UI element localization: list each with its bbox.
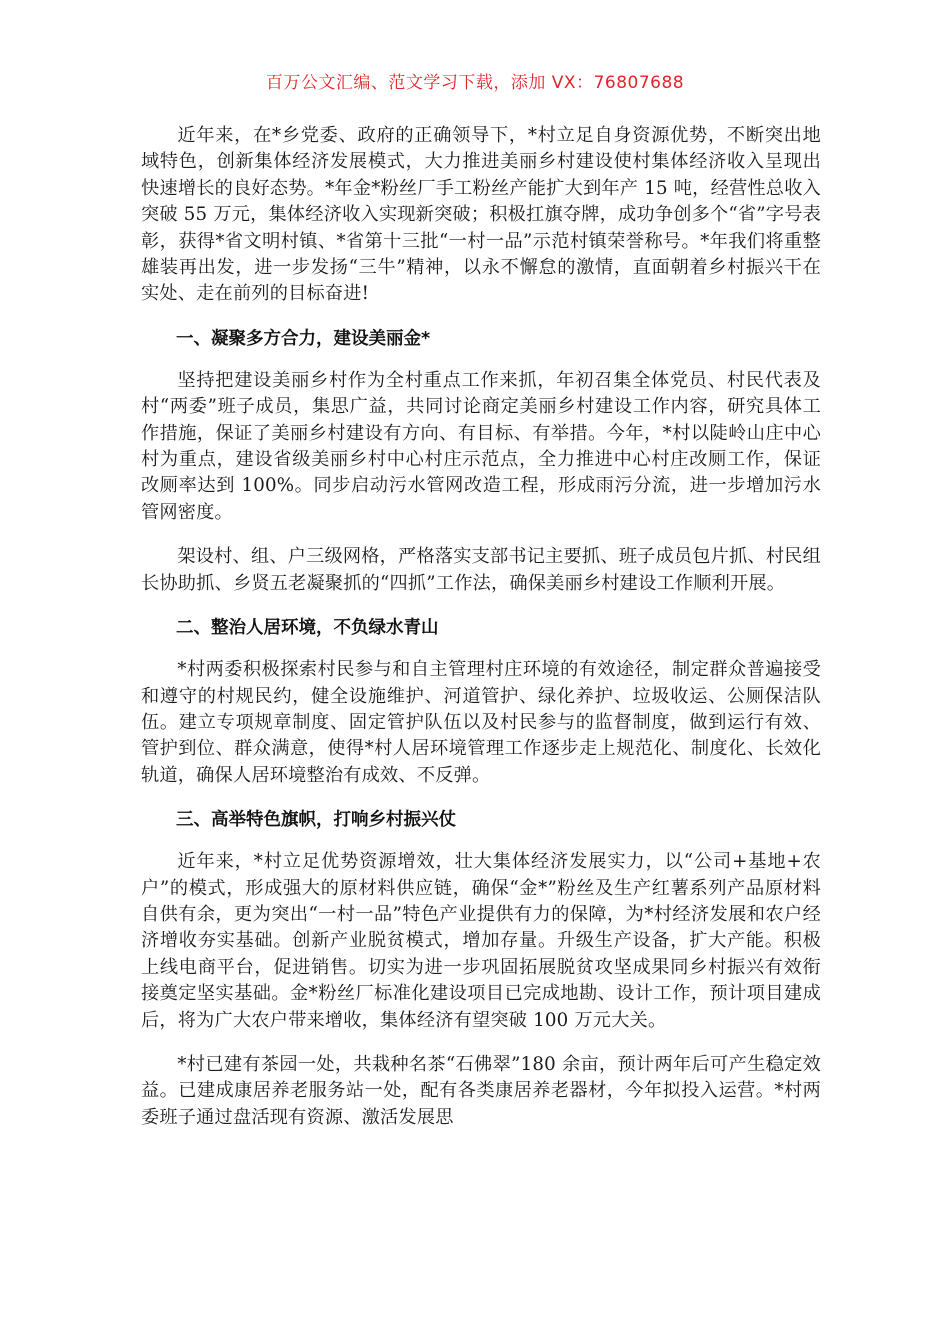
section-1-paragraph-2: 架设村、组、户三级网格，严格落实支部书记主要抓、班子成员包片抓、村民组长协助抓、乡贤五老凝聚抓的“四抓”工作法，确保美丽乡村建设工作顺利开展。	[141, 546, 821, 594]
header-banner: 百万公文汇编、范文学习下载，添加 VX：76807688	[265, 73, 685, 93]
intro-paragraph: 近年来，在*乡党委、政府的正确领导下，*村立足自身资源优势，不断突出地域特色，创新集体经济发展模式，大力推进美丽乡村建设使村集体经济收入呈现出快速增长的良好态势。*年金*粉丝厂手工粉丝产能扩大到年产 15 吨，经营性总收入突破 55 万元，集体经济收入实现新突破；积极扛旗夺牌，成功争创多个“省”字号表彰，获得*省文明村镇、*省第十三批“一村一品”示范村镇荣誉称号。*年我们将重整雄装再出发，进一步发扬“三牛”精神，以永不懈怠的激情，直面朝着乡村振兴干在实处、走在前列的目标奋进!	[141, 125, 821, 305]
section-3-paragraph-1: 近年来，*村立足优势资源增效，壮大集体经济发展实力，以“公司+基地+农户”的模式，形成强大的原材料供应链，确保“金*”粉丝及生产红薯系列产品原材料自供有余，更为突出“一村一品”特色产业提供有力的保障，为*村经济发展和农户经济增收夯实基础。创新产业脱贫模式，增加存量。升级生产设备，扩大产能。积极上线电商平台，促进销售。切实为进一步巩固拓展脱贫攻坚成果同乡村振兴有效衔接奠定坚实基础。金*粉丝厂标准化建设项目已完成地勘、设计工作，预计项目建成后，将为广大农户带来增收，集体经济有望突破 100 万元大关。	[141, 851, 821, 1031]
section-2-paragraph-1: *村两委积极探索村民参与和自主管理村庄环境的有效途径，制定群众普遍接受和遵守的村规民约，健全设施维护、河道管护、绿化养护、垃圾收运、公厕保洁队伍。建立专项规章制度、固定管护队伍以及村民参与的监督制度，做到运行有效、管护到位、群众满意，使得*村人居环境管理工作逐步走上规范化、制度化、长效化轨道，确保人居环境整治有成效、不反弹。	[141, 659, 821, 786]
section-heading-2: 二、整治人居环境，不负绿水青山	[176, 618, 439, 639]
document-body	[141, 123, 821, 1149]
section-1-paragraph-1: 坚持把建设美丽乡村作为全村重点工作来抓，年初召集全体党员、村民代表及村“两委”班子成员，集思广益，共同讨论商定美丽乡村建设工作内容，研究具体工作措施，保证了美丽乡村建设有方向、有目标、有举措。今年，*村以陡岭山庄中心村为重点，建设省级美丽乡村中心村庄示范点，全力推进中心村庄改厕工作，保证改厕率达到 100%。同步启动污水管网改造工程，形成雨污分流，进一步增加污水管网密度。	[141, 369, 821, 523]
section-3-paragraph-2: *村已建有茶园一处，共栽种名茶“石佛翠”180 余亩，预计两年后可产生稳定效益。已建成康居养老服务站一处，配有各类康居养老器材，今年拟投入运营。*村两委班子通过盘活现有资源、激活发展思	[141, 1053, 821, 1128]
section-heading-1: 一、凝聚多方合力，建设美丽金*	[176, 328, 431, 349]
section-heading-3: 三、高举特色旗帜，打响乡村振兴仗	[176, 810, 456, 831]
